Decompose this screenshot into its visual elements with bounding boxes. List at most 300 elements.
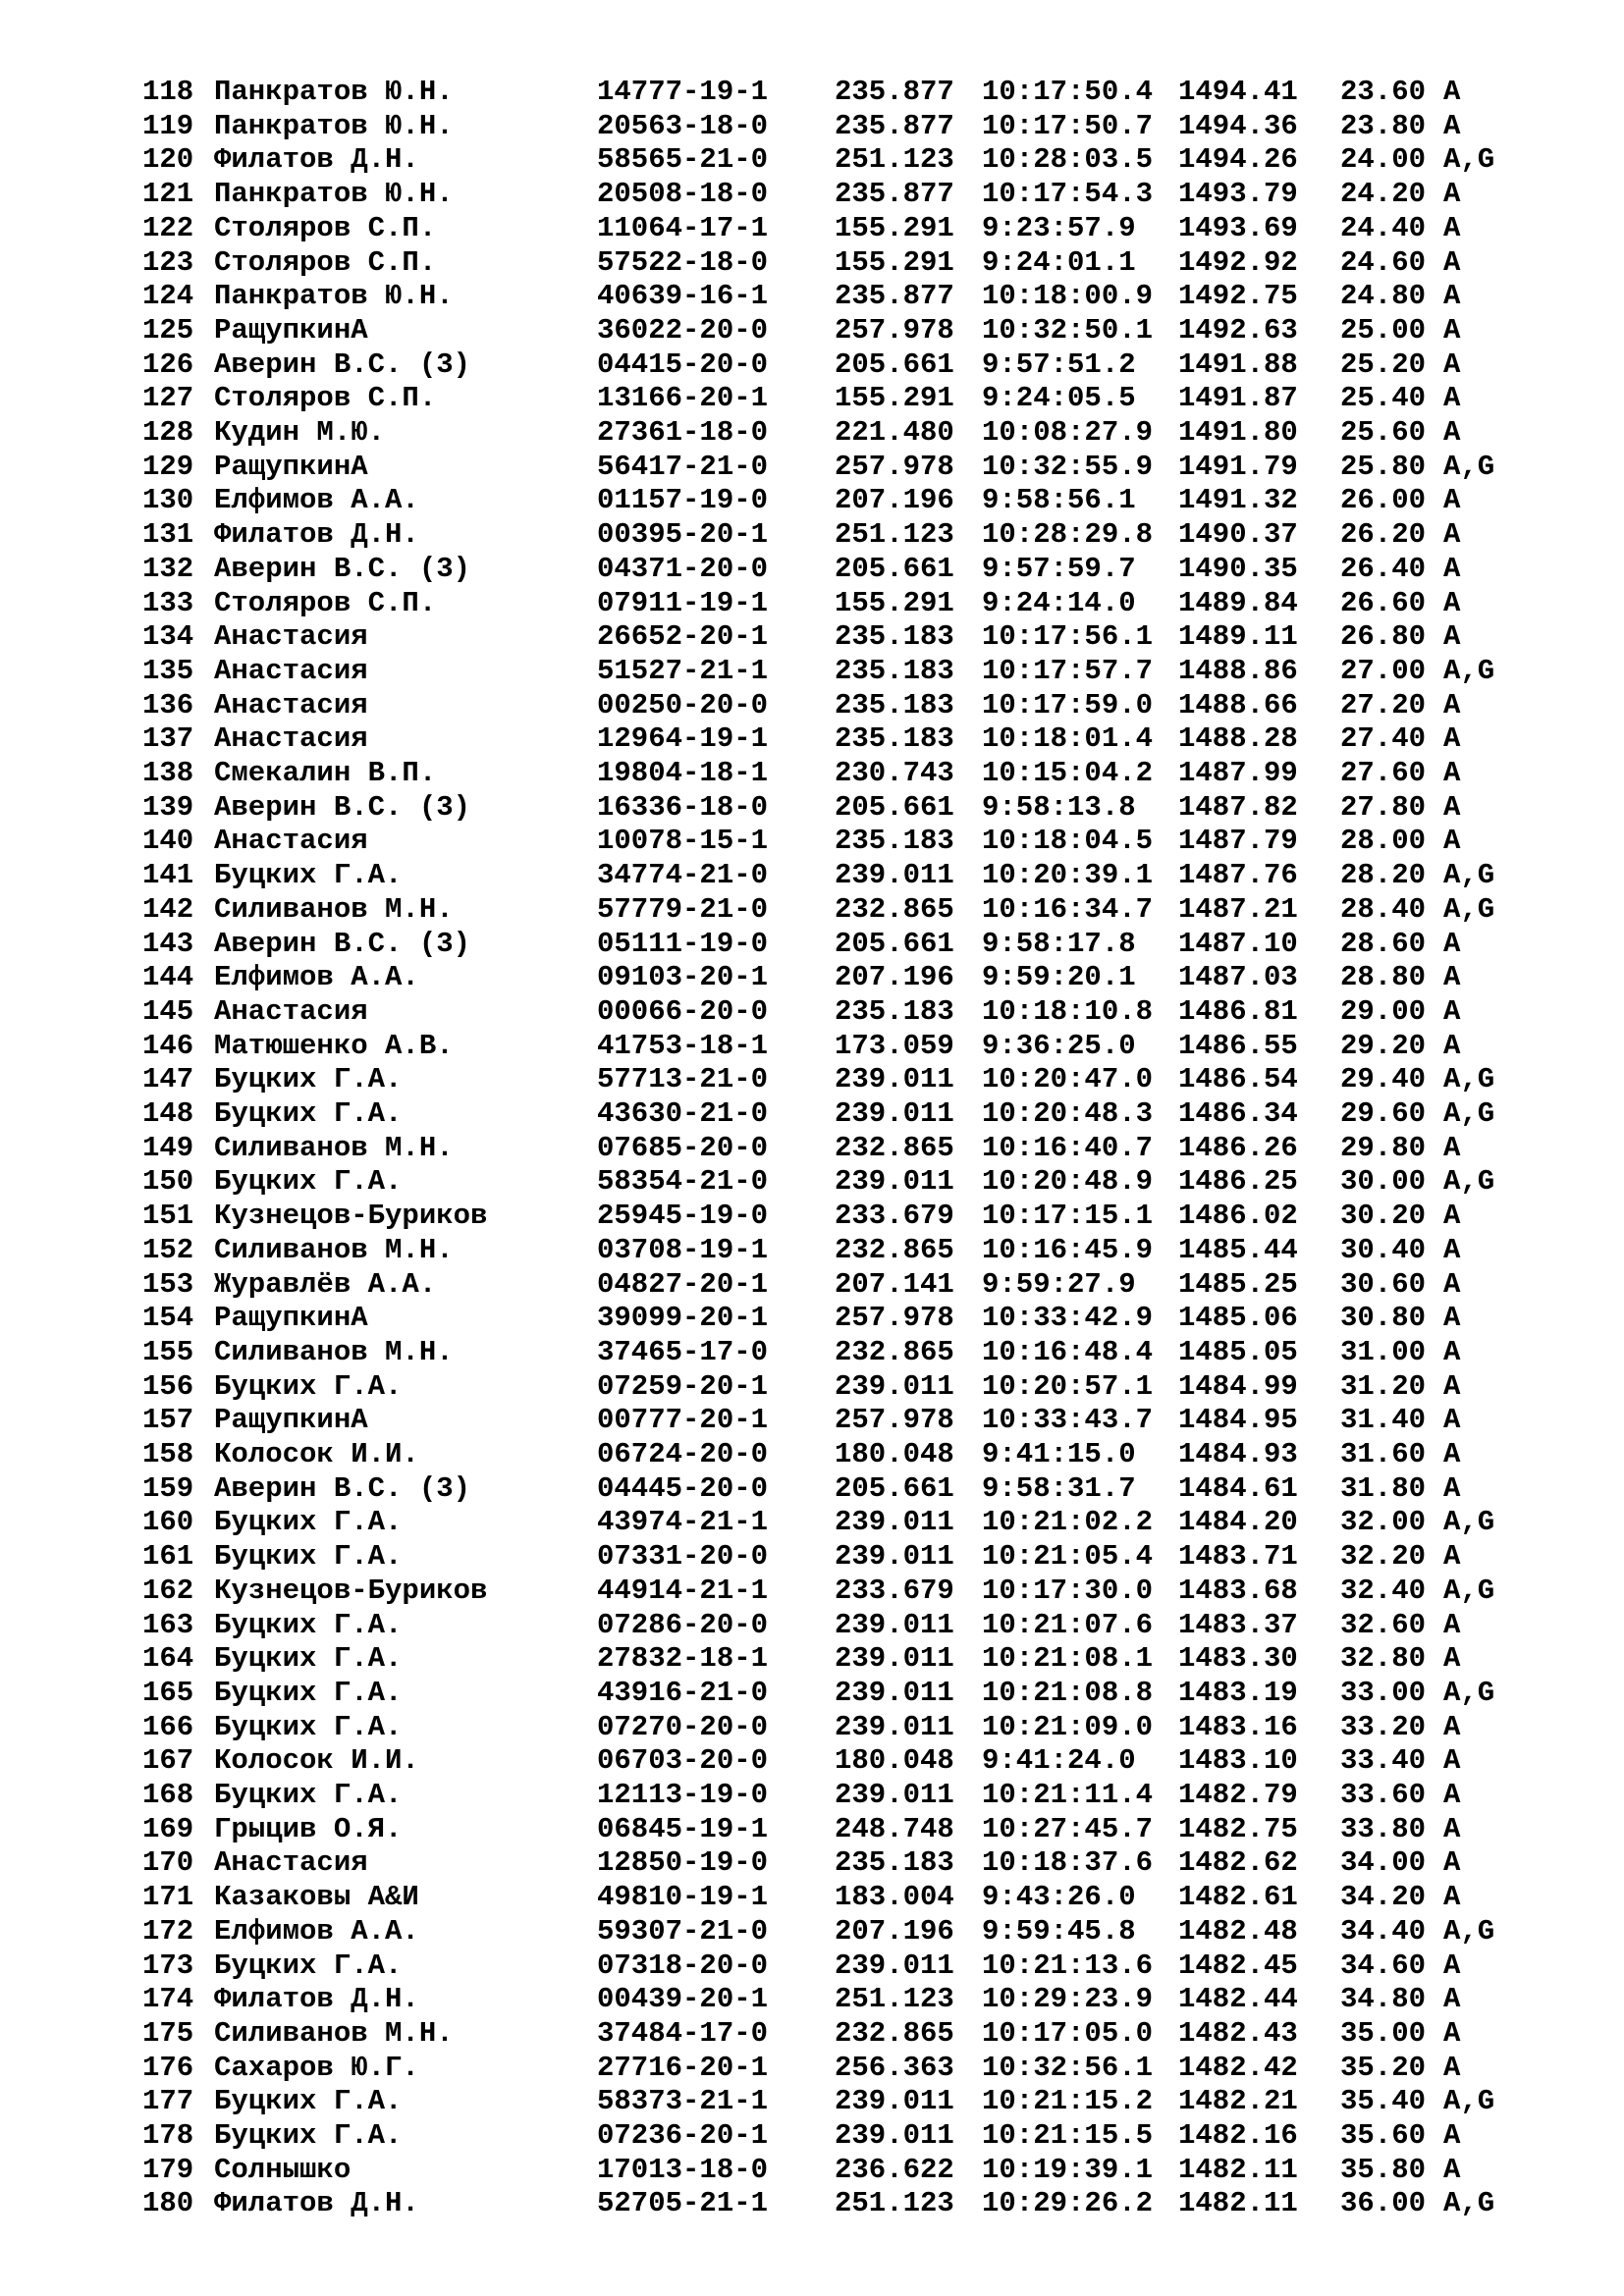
cell-pts: 33.80 (1340, 1812, 1427, 1845)
cell-place: 134 (142, 620, 194, 654)
cell-pts: 31.60 (1340, 1438, 1427, 1470)
cell-time: 9:59:20.1 (982, 961, 1136, 994)
table-row (0, 1711, 1624, 1745)
cell-time: 9:41:24.0 (982, 1744, 1136, 1778)
table-row (0, 2052, 1624, 2086)
cell-pts: 24.40 (1340, 211, 1427, 244)
table-row (0, 1575, 1624, 1609)
cell-place: 133 (142, 586, 194, 619)
cell-name: Буцких Г.А. (214, 859, 403, 892)
cell-dist: 235.183 (835, 654, 954, 687)
cell-ring: 07685-20-0 (597, 1131, 769, 1164)
cell-name: Буцких Г.А. (214, 1165, 403, 1199)
cell-time: 10:15:04.2 (982, 757, 1154, 789)
cell-speed: 1483.19 (1178, 1676, 1298, 1709)
cell-time: 9:59:27.9 (982, 1267, 1136, 1301)
table-row (0, 1677, 1624, 1711)
cell-speed: 1491.32 (1178, 484, 1298, 517)
cell-flag: A (1443, 2119, 1461, 2152)
cell-pts: 26.20 (1340, 518, 1427, 552)
cell-flag: A,G (1443, 892, 1495, 926)
cell-place: 175 (142, 2016, 194, 2050)
cell-time: 10:21:15.2 (982, 2085, 1154, 2118)
cell-name: Кузнецов-Буриков (214, 1200, 488, 1233)
cell-place: 140 (142, 825, 194, 858)
cell-flag: A (1443, 1744, 1461, 1778)
cell-place: 154 (142, 1302, 194, 1335)
cell-ring: 37465-17-0 (597, 1335, 769, 1368)
cell-pts: 25.20 (1340, 347, 1427, 381)
cell-speed: 1487.99 (1178, 757, 1298, 789)
cell-flag: A (1443, 1302, 1461, 1335)
cell-dist: 239.011 (835, 859, 954, 892)
cell-ring: 00439-20-1 (597, 1983, 769, 2016)
cell-flag: A,G (1443, 450, 1495, 483)
cell-time: 10:27:45.7 (982, 1812, 1154, 1845)
cell-pts: 26.80 (1340, 620, 1427, 654)
cell-ring: 41753-18-1 (597, 1029, 769, 1062)
cell-speed: 1482.61 (1178, 1881, 1298, 1914)
cell-place: 156 (142, 1369, 194, 1403)
cell-time: 10:19:39.1 (982, 2153, 1154, 2186)
cell-flag: A,G (1443, 1676, 1495, 1709)
cell-name: Филатов Д.Н. (214, 2187, 419, 2220)
cell-speed: 1489.11 (1178, 620, 1298, 654)
cell-name: Елфимов А.А. (214, 1914, 419, 1948)
cell-name: Силиванов М.Н. (214, 1335, 454, 1368)
cell-pts: 25.40 (1340, 382, 1427, 415)
cell-speed: 1487.03 (1178, 961, 1298, 994)
cell-dist: 239.011 (835, 1676, 954, 1709)
cell-speed: 1484.99 (1178, 1369, 1298, 1403)
cell-speed: 1482.42 (1178, 2051, 1298, 2084)
cell-dist: 205.661 (835, 927, 954, 960)
cell-time: 10:17:56.1 (982, 620, 1154, 654)
cell-dist: 239.011 (835, 1949, 954, 1982)
table-row (0, 1881, 1624, 1915)
cell-pts: 28.60 (1340, 927, 1427, 960)
cell-ring: 12850-19-0 (597, 1846, 769, 1880)
cell-ring: 12113-19-0 (597, 1779, 769, 1811)
cell-dist: 239.011 (835, 1063, 954, 1096)
cell-dist: 207.141 (835, 1267, 954, 1301)
cell-time: 10:21:15.5 (982, 2119, 1154, 2152)
cell-dist: 257.978 (835, 1302, 954, 1335)
table-row (0, 1302, 1624, 1336)
cell-dist: 155.291 (835, 245, 954, 279)
cell-name: Буцких Г.А. (214, 1097, 403, 1130)
cell-time: 10:33:43.7 (982, 1404, 1154, 1437)
cell-time: 10:21:02.2 (982, 1506, 1154, 1539)
cell-dist: 251.123 (835, 1983, 954, 2016)
cell-place: 121 (142, 178, 194, 211)
cell-flag: A (1443, 382, 1461, 415)
cell-flag: A (1443, 2051, 1461, 2084)
cell-name: Анастасия (214, 1846, 368, 1880)
cell-ring: 59307-21-0 (597, 1914, 769, 1948)
cell-ring: 01157-19-0 (597, 484, 769, 517)
cell-flag: A (1443, 1949, 1461, 1982)
cell-flag: A,G (1443, 1063, 1495, 1096)
cell-dist: 207.196 (835, 961, 954, 994)
cell-time: 9:58:31.7 (982, 1471, 1136, 1505)
cell-ring: 25945-19-0 (597, 1200, 769, 1233)
cell-flag: A (1443, 1471, 1461, 1505)
cell-speed: 1483.68 (1178, 1574, 1298, 1607)
cell-pts: 34.00 (1340, 1846, 1427, 1880)
cell-pts: 29.00 (1340, 994, 1427, 1028)
cell-place: 167 (142, 1744, 194, 1778)
table-row (0, 451, 1624, 485)
table-row (0, 1132, 1624, 1166)
cell-name: Буцких Г.А. (214, 2085, 403, 2118)
cell-flag: A (1443, 722, 1461, 756)
cell-pts: 25.00 (1340, 313, 1427, 347)
cell-dist: 239.011 (835, 1540, 954, 1574)
cell-name: Панкратов Ю.Н. (214, 280, 454, 313)
table-row (0, 280, 1624, 314)
cell-time: 10:33:42.9 (982, 1302, 1154, 1335)
table-row (0, 587, 1624, 621)
cell-dist: 205.661 (835, 1471, 954, 1505)
cell-speed: 1491.88 (1178, 347, 1298, 381)
cell-name: Анастасия (214, 654, 368, 687)
cell-speed: 1483.10 (1178, 1744, 1298, 1778)
cell-name: Колосок И.И. (214, 1438, 419, 1470)
cell-ring: 11064-17-1 (597, 211, 769, 244)
cell-dist: 239.011 (835, 1506, 954, 1539)
cell-place: 170 (142, 1846, 194, 1880)
cell-place: 162 (142, 1574, 194, 1607)
cell-time: 9:23:57.9 (982, 211, 1136, 244)
cell-flag: A (1443, 1200, 1461, 1233)
cell-time: 9:58:13.8 (982, 790, 1136, 824)
cell-time: 10:21:07.6 (982, 1608, 1154, 1641)
table-row (0, 757, 1624, 791)
cell-name: Кузнецов-Буриков (214, 1574, 488, 1607)
cell-flag: A (1443, 1438, 1461, 1470)
cell-name: Буцких Г.А. (214, 1710, 403, 1743)
cell-ring: 07236-20-1 (597, 2119, 769, 2152)
table-row (0, 1370, 1624, 1405)
cell-dist: 230.743 (835, 757, 954, 789)
cell-pts: 25.60 (1340, 416, 1427, 449)
cell-time: 10:29:26.2 (982, 2187, 1154, 2220)
cell-dist: 235.877 (835, 76, 954, 108)
cell-place: 174 (142, 1983, 194, 2016)
cell-flag: A (1443, 280, 1461, 313)
cell-time: 10:32:56.1 (982, 2051, 1154, 2084)
table-row (0, 791, 1624, 826)
cell-place: 126 (142, 347, 194, 381)
cell-dist: 239.011 (835, 1369, 954, 1403)
cell-place: 159 (142, 1471, 194, 1505)
cell-speed: 1485.05 (1178, 1335, 1298, 1368)
table-row (0, 178, 1624, 212)
cell-speed: 1487.10 (1178, 927, 1298, 960)
cell-pts: 27.20 (1340, 688, 1427, 721)
cell-time: 10:18:04.5 (982, 825, 1154, 858)
cell-name: Панкратов Ю.Н. (214, 109, 454, 142)
cell-pts: 35.00 (1340, 2016, 1427, 2050)
cell-speed: 1483.30 (1178, 1642, 1298, 1676)
cell-pts: 27.40 (1340, 722, 1427, 756)
cell-pts: 31.20 (1340, 1369, 1427, 1403)
cell-place: 135 (142, 654, 194, 687)
table-row (0, 1609, 1624, 1643)
cell-flag: A (1443, 825, 1461, 858)
cell-name: РащупкинА (214, 313, 368, 347)
cell-dist: 257.978 (835, 1404, 954, 1437)
cell-flag: A (1443, 2016, 1461, 2050)
cell-flag: A (1443, 484, 1461, 517)
cell-ring: 58565-21-0 (597, 143, 769, 177)
cell-place: 136 (142, 688, 194, 721)
cell-dist: 239.011 (835, 1710, 954, 1743)
cell-time: 10:17:30.0 (982, 1574, 1154, 1607)
cell-flag: A,G (1443, 1506, 1495, 1539)
table-row (0, 1983, 1624, 2017)
cell-dist: 232.865 (835, 1233, 954, 1266)
cell-name: Анастасия (214, 688, 368, 721)
cell-flag: A (1443, 211, 1461, 244)
cell-ring: 04371-20-0 (597, 552, 769, 585)
cell-name: Буцких Г.А. (214, 2119, 403, 2152)
cell-name: Сахаров Ю.Г. (214, 2051, 419, 2084)
cell-dist: 251.123 (835, 2187, 954, 2220)
cell-ring: 00250-20-0 (597, 688, 769, 721)
cell-time: 10:16:45.9 (982, 1233, 1154, 1266)
cell-ring: 39099-20-1 (597, 1302, 769, 1335)
cell-time: 10:21:11.4 (982, 1779, 1154, 1811)
cell-ring: 27832-18-1 (597, 1642, 769, 1676)
cell-name: РащупкинА (214, 1404, 368, 1437)
cell-speed: 1484.61 (1178, 1471, 1298, 1505)
cell-time: 9:36:25.0 (982, 1029, 1136, 1062)
cell-pts: 34.20 (1340, 1881, 1427, 1914)
cell-speed: 1487.82 (1178, 790, 1298, 824)
cell-speed: 1486.02 (1178, 1200, 1298, 1233)
cell-ring: 04445-20-0 (597, 1471, 769, 1505)
cell-flag: A (1443, 757, 1461, 789)
cell-pts: 28.40 (1340, 892, 1427, 926)
cell-dist: 235.877 (835, 109, 954, 142)
cell-flag: A,G (1443, 1097, 1495, 1130)
cell-pts: 27.80 (1340, 790, 1427, 824)
cell-dist: 155.291 (835, 586, 954, 619)
cell-place: 132 (142, 552, 194, 585)
cell-time: 10:28:03.5 (982, 143, 1154, 177)
cell-dist: 235.183 (835, 620, 954, 654)
cell-dist: 235.183 (835, 688, 954, 721)
cell-pts: 32.40 (1340, 1574, 1427, 1607)
cell-ring: 09103-20-1 (597, 961, 769, 994)
cell-speed: 1491.79 (1178, 450, 1298, 483)
cell-speed: 1492.75 (1178, 280, 1298, 313)
cell-place: 177 (142, 2085, 194, 2118)
cell-place: 178 (142, 2119, 194, 2152)
cell-pts: 24.20 (1340, 178, 1427, 211)
table-row (0, 655, 1624, 689)
cell-pts: 27.00 (1340, 654, 1427, 687)
cell-place: 149 (142, 1131, 194, 1164)
cell-time: 10:32:50.1 (982, 313, 1154, 347)
table-row (0, 825, 1624, 859)
cell-name: Аверин В.С. (3) (214, 927, 471, 960)
cell-name: Солнышко (214, 2153, 352, 2186)
cell-time: 9:24:01.1 (982, 245, 1136, 279)
cell-ring: 43916-21-0 (597, 1676, 769, 1709)
cell-place: 139 (142, 790, 194, 824)
cell-speed: 1488.28 (1178, 722, 1298, 756)
cell-time: 10:18:10.8 (982, 994, 1154, 1028)
cell-speed: 1490.37 (1178, 518, 1298, 552)
cell-name: Анастасия (214, 825, 368, 858)
table-row (0, 859, 1624, 893)
cell-time: 10:17:50.4 (982, 76, 1154, 108)
cell-place: 169 (142, 1812, 194, 1845)
cell-time: 10:18:37.6 (982, 1846, 1154, 1880)
cell-time: 10:17:57.7 (982, 654, 1154, 687)
cell-pts: 28.20 (1340, 859, 1427, 892)
cell-pts: 32.20 (1340, 1540, 1427, 1574)
cell-speed: 1493.69 (1178, 211, 1298, 244)
cell-ring: 12964-19-1 (597, 722, 769, 756)
cell-pts: 30.80 (1340, 1302, 1427, 1335)
cell-ring: 07318-20-0 (597, 1949, 769, 1982)
cell-place: 128 (142, 416, 194, 449)
cell-flag: A (1443, 1846, 1461, 1880)
cell-ring: 13166-20-1 (597, 382, 769, 415)
cell-flag: A (1443, 109, 1461, 142)
cell-name: Буцких Г.А. (214, 1949, 403, 1982)
cell-pts: 33.60 (1340, 1779, 1427, 1811)
cell-name: Силиванов М.Н. (214, 1233, 454, 1266)
cell-pts: 33.20 (1340, 1710, 1427, 1743)
cell-place: 163 (142, 1608, 194, 1641)
cell-name: Столяров С.П. (214, 245, 437, 279)
cell-speed: 1487.21 (1178, 892, 1298, 926)
cell-ring: 06845-19-1 (597, 1812, 769, 1845)
cell-pts: 34.40 (1340, 1914, 1427, 1948)
cell-ring: 27361-18-0 (597, 416, 769, 449)
cell-place: 125 (142, 313, 194, 347)
cell-place: 145 (142, 994, 194, 1028)
cell-ring: 04415-20-0 (597, 347, 769, 381)
cell-pts: 30.40 (1340, 1233, 1427, 1266)
table-row (0, 484, 1624, 518)
cell-place: 168 (142, 1779, 194, 1811)
cell-flag: A (1443, 1404, 1461, 1437)
cell-pts: 35.20 (1340, 2051, 1427, 2084)
cell-ring: 56417-21-0 (597, 450, 769, 483)
cell-ring: 52705-21-1 (597, 2187, 769, 2220)
cell-speed: 1482.79 (1178, 1779, 1298, 1811)
cell-name: РащупкинА (214, 1302, 368, 1335)
cell-speed: 1483.37 (1178, 1608, 1298, 1641)
cell-name: Силиванов М.Н. (214, 892, 454, 926)
cell-place: 127 (142, 382, 194, 415)
cell-flag: A (1443, 1710, 1461, 1743)
cell-flag: A (1443, 1267, 1461, 1301)
cell-time: 10:17:50.7 (982, 109, 1154, 142)
cell-pts: 29.40 (1340, 1063, 1427, 1096)
cell-time: 9:57:59.7 (982, 552, 1136, 585)
cell-dist: 239.011 (835, 1097, 954, 1130)
cell-name: Буцких Г.А. (214, 1676, 403, 1709)
cell-time: 10:17:05.0 (982, 2016, 1154, 2050)
table-row (0, 1915, 1624, 1949)
cell-name: Буцких Г.А. (214, 1608, 403, 1641)
cell-place: 153 (142, 1267, 194, 1301)
table-row (0, 2187, 1624, 2221)
cell-place: 176 (142, 2051, 194, 2084)
table-row (0, 1779, 1624, 1813)
cell-dist: 221.480 (835, 416, 954, 449)
table-row (0, 382, 1624, 416)
cell-flag: A (1443, 1369, 1461, 1403)
cell-flag: A (1443, 1983, 1461, 2016)
cell-name: Буцких Г.А. (214, 1506, 403, 1539)
cell-pts: 35.60 (1340, 2119, 1427, 2152)
cell-pts: 32.60 (1340, 1608, 1427, 1641)
cell-place: 144 (142, 961, 194, 994)
cell-ring: 06724-20-0 (597, 1438, 769, 1470)
cell-flag: A (1443, 178, 1461, 211)
cell-name: РащупкинА (214, 450, 368, 483)
cell-pts: 35.80 (1340, 2153, 1427, 2186)
cell-flag: A (1443, 790, 1461, 824)
cell-name: Колосок И.И. (214, 1744, 419, 1778)
table-row (0, 1097, 1624, 1132)
table-row (0, 1949, 1624, 1984)
cell-place: 160 (142, 1506, 194, 1539)
cell-dist: 205.661 (835, 552, 954, 585)
cell-place: 123 (142, 245, 194, 279)
cell-place: 129 (142, 450, 194, 483)
cell-place: 131 (142, 518, 194, 552)
cell-ring: 07270-20-0 (597, 1710, 769, 1743)
cell-place: 166 (142, 1710, 194, 1743)
cell-speed: 1486.81 (1178, 994, 1298, 1028)
table-row (0, 995, 1624, 1030)
table-row (0, 246, 1624, 281)
cell-speed: 1482.45 (1178, 1949, 1298, 1982)
cell-flag: A (1443, 76, 1461, 108)
cell-speed: 1493.79 (1178, 178, 1298, 211)
cell-place: 118 (142, 76, 194, 108)
cell-name: Анастасия (214, 722, 368, 756)
cell-ring: 19804-18-1 (597, 757, 769, 789)
cell-dist: 232.865 (835, 1335, 954, 1368)
cell-pts: 28.00 (1340, 825, 1427, 858)
cell-name: Филатов Д.Н. (214, 518, 419, 552)
table-row (0, 1438, 1624, 1472)
cell-dist: 235.877 (835, 280, 954, 313)
cell-flag: A (1443, 1540, 1461, 1574)
cell-dist: 251.123 (835, 143, 954, 177)
table-row (0, 1165, 1624, 1200)
table-row (0, 1336, 1624, 1370)
cell-place: 157 (142, 1404, 194, 1437)
cell-place: 143 (142, 927, 194, 960)
cell-time: 10:16:34.7 (982, 892, 1154, 926)
cell-name: Журавлёв А.А. (214, 1267, 437, 1301)
cell-place: 173 (142, 1949, 194, 1982)
cell-dist: 180.048 (835, 1438, 954, 1470)
cell-place: 164 (142, 1642, 194, 1676)
cell-time: 10:08:27.9 (982, 416, 1154, 449)
